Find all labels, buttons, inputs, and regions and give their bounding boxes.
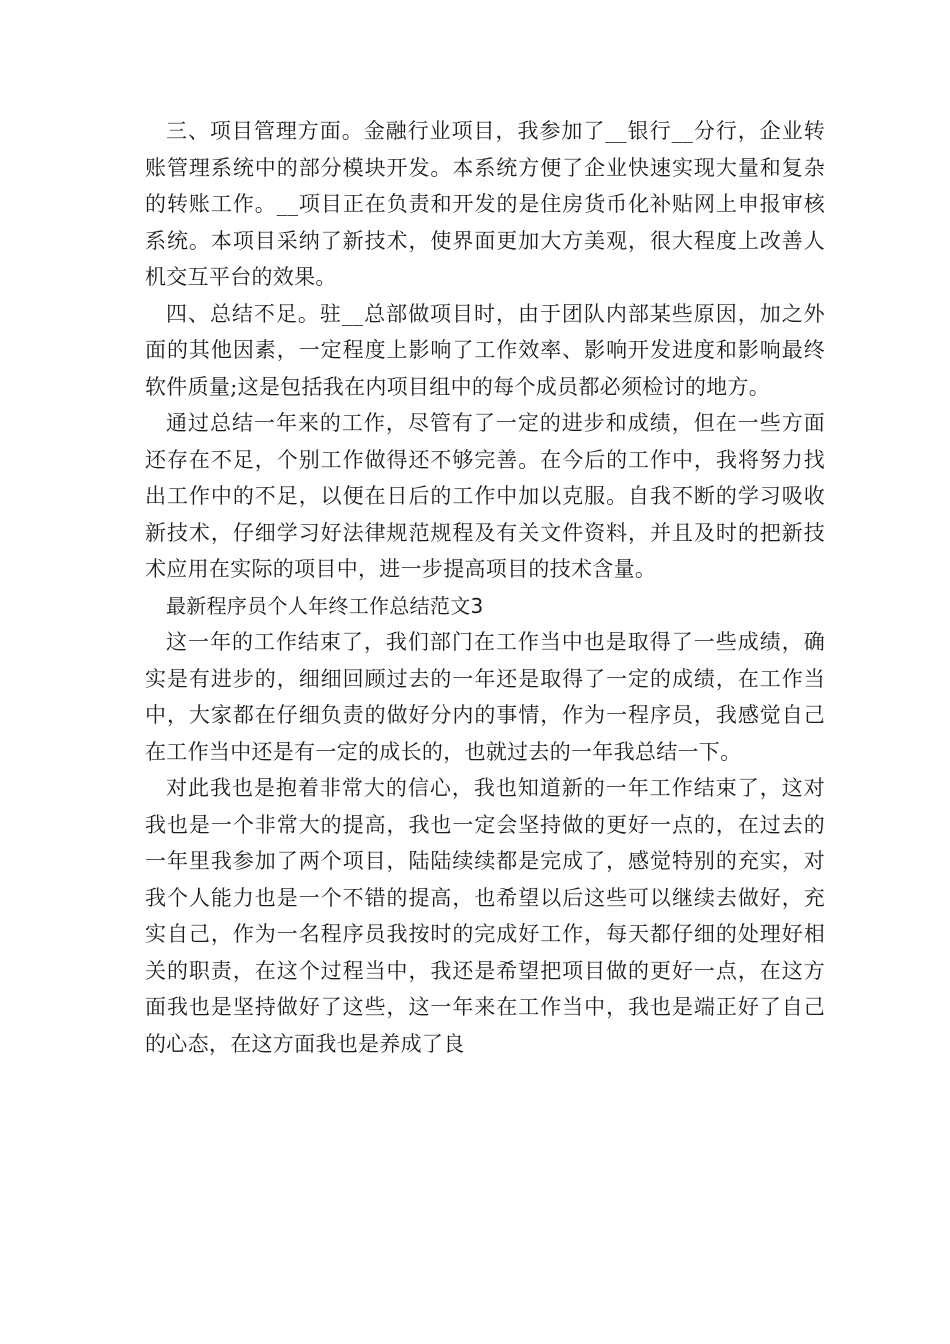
paragraph-year-review: 这一年的工作结束了，我们部门在工作当中也是取得了一些成绩，确实是有进步的，细细回顾过去的一年还是取得了一定的成绩，在工作当中，大家都在仔细负责的做好分内的事情，作为一程序员，我感觉自己在工作当中还是有一定的成长的，也就过去的一年我总结一下。 (145, 630, 825, 764)
document-body (145, 113, 825, 1062)
paragraph-project-management: 三、项目管理方面。金融行业项目，我参加了__银行__分行，企业转账管理系统中的部分模块开发。本系统方便了企业快速实现大量和复杂的转账工作。__项目正在负责和开发的是住房货币化补贴网上申报审核系统。本项目采纳了新技术，使界面更加大方美观，很大程度上改善人机交互平台的效果。 (145, 119, 825, 289)
section-title: 最新程序员个人年终工作总结范文3 (166, 593, 484, 618)
paragraph-confidence: 对此我也是抱着非常大的信心，我也知道新的一年工作结束了，这对我也是一个非常大的提高，我也一定会坚持做的更好一点的，在过去的一年里我参加了两个项目，陆陆续续都是完成了，感觉特别的充实，对我个人能力也是一个不错的提高，也希望以后这些可以继续去做好，充实自己，作为一名程序员我按时的完成好工作，每天都仔细的处理好相关的职责，在这个过程当中，我还是希望把项目做的更好一点，在这方面我也是坚持做好了这些，这一年来在工作当中，我也是端正好了自己的心态，在这方面我也是养成了良 (145, 776, 825, 1056)
paragraph-shortcomings: 四、总结不足。驻__总部做项目时，由于团队内部某些原因，加之外面的其他因素，一定程度上影响了工作效率、影响开发进度和影响最终软件质量;这是包括我在内项目组中的每个成员都必须检讨的地方。 (145, 301, 825, 399)
paragraph-summary: 通过总结一年来的工作，尽管有了一定的进步和成绩，但在一些方面还存在不足，个别工作做得还不够完善。在今后的工作中，我将努力找出工作中的不足，以便在日后的工作中加以克服。自我不断的学习吸收新技术，仔细学习好法律规范规程及有关文件资料，并且及时的把新技术应用在实际的项目中，进一步提高项目的技术含量。 (145, 411, 825, 581)
